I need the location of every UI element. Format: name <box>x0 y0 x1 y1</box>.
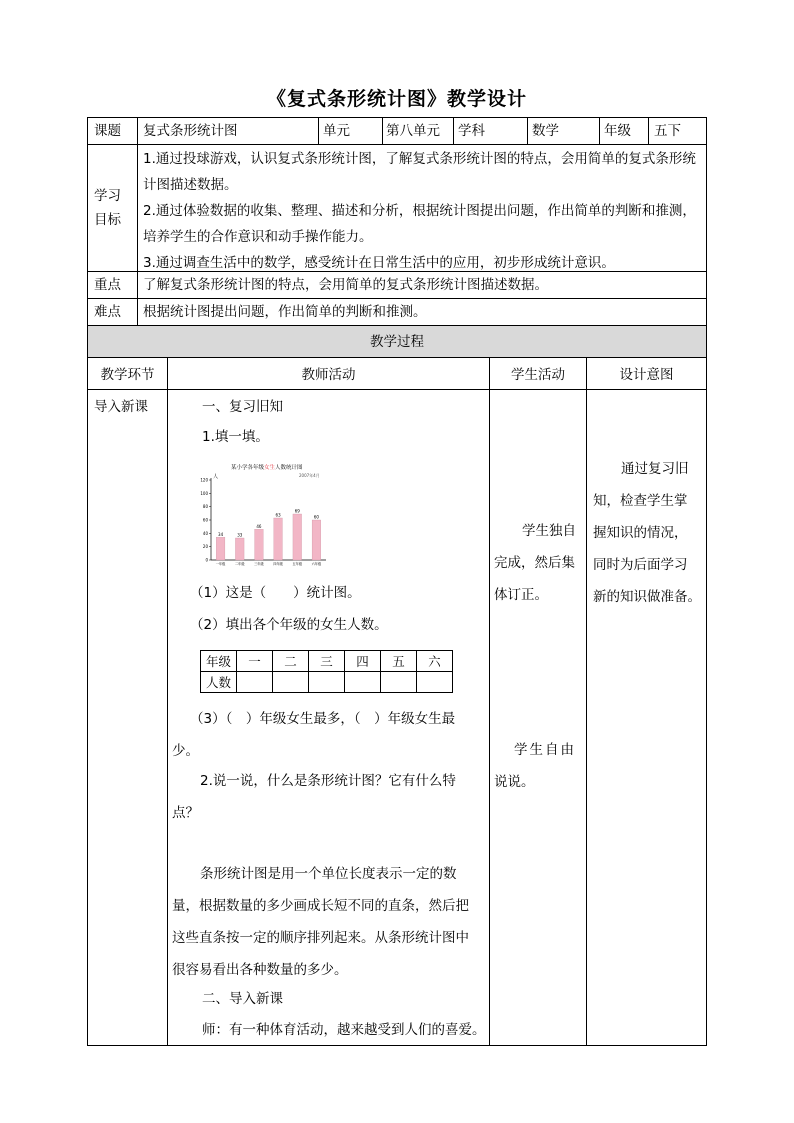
chart-bar <box>274 518 283 560</box>
fill-table-head: 二 <box>273 651 309 672</box>
chart-category-label: 四年级 <box>273 562 283 566</box>
fill-table-blank[interactable] <box>309 672 345 693</box>
student-line: 完成，然后集 <box>494 555 575 571</box>
col-teacher: 教师活动 <box>301 367 356 383</box>
col-stage: 教学环节 <box>100 367 155 383</box>
fill-table-blank[interactable] <box>237 672 273 693</box>
topic-value: 复式条形统计图 <box>143 123 238 139</box>
chart-value-label: 60 <box>313 514 319 520</box>
design-intent <box>593 453 705 613</box>
chart-bar <box>312 520 321 560</box>
unit-label: 单元 <box>323 123 350 139</box>
fill-table-head: 四 <box>345 651 381 672</box>
grade-label: 年级 <box>604 123 631 139</box>
difficulty-label: 难点 <box>94 304 121 320</box>
chart-bar <box>216 537 225 560</box>
student-activity-2 <box>494 734 586 798</box>
topic-label: 课题 <box>94 123 121 139</box>
fill-table-head: 五 <box>381 651 417 672</box>
chart-title-highlight: 女生 <box>264 465 276 471</box>
y-tick-label: 40 <box>202 530 208 536</box>
chart-bar <box>293 514 302 560</box>
goal-item: 3.通过调查生活中的数学，感受统计在日常生活中的应用，初步形成统计意识。 <box>143 255 615 271</box>
chart-value-label: 33 <box>237 532 243 538</box>
answer-line: 量，根据数量的多少画成长短不同的直条，然后把 <box>172 898 469 914</box>
chart-category-label: 二年级 <box>234 562 245 566</box>
fill-table-blank[interactable] <box>381 672 417 693</box>
key-point-label: 重点 <box>94 277 121 293</box>
unit-value: 第八单元 <box>386 123 440 139</box>
subject-value: 数学 <box>532 123 559 139</box>
fill-table-head: 一 <box>237 651 273 672</box>
chart-title <box>231 463 303 471</box>
goals-list <box>143 146 703 276</box>
student-line: 说说。 <box>494 774 535 790</box>
y-tick-label: 80 <box>202 504 208 510</box>
goal-item: 2.通过体验数据的收集、整理、描述和分析，根据统计图提出问题，作出简单的判断和推测，培养学生的合作意识和动手操作能力。 <box>143 203 696 245</box>
fill-table-blank[interactable] <box>345 672 381 693</box>
question-talk <box>172 765 487 829</box>
process-header: 教学过程 <box>370 334 424 350</box>
chart-value-label: 69 <box>294 508 300 514</box>
col-intent: 设计意图 <box>619 367 674 383</box>
answer-text <box>172 858 487 986</box>
goal-item: 1.通过投球游戏，认识复式条形统计图，了解复式条形统计图的特点，会用简单的复式条形统计图描述数据。 <box>143 151 696 193</box>
chart-title-suffix: 人数统计图 <box>275 465 303 471</box>
answer-line: 很容易看出各种数量的多少。 <box>172 962 348 978</box>
chart-category-label: 一年级 <box>215 562 226 566</box>
fill-table <box>200 650 453 693</box>
goals-label: 学习目标 <box>94 188 121 228</box>
key-point-text: 了解复式条形统计图的特点，会用简单的复式条形统计图描述数据。 <box>143 277 548 293</box>
bar-chart <box>196 460 346 570</box>
intro-text: 师：有一种体育活动，越来越受到人们的喜爱。 <box>202 1022 486 1038</box>
intent-line: 知，检查学生掌 <box>593 493 688 509</box>
chart-category-label: 五年级 <box>292 562 303 566</box>
fill-table-row-label: 人数 <box>201 672 237 693</box>
difficulty-text: 根据统计图提出问题，作出简单的判断和推测。 <box>143 304 427 320</box>
intent-line: 握知识的情况， <box>593 525 688 541</box>
sub-q3-line: （3）（ ）年级女生最多，（ ）年级女生最 <box>190 711 456 727</box>
col-student: 学生活动 <box>511 367 565 383</box>
subject-label: 学科 <box>458 123 485 139</box>
student-line: 体订正。 <box>494 587 548 603</box>
chart-value-label: 46 <box>256 523 262 529</box>
student-line: 学生独自 <box>522 523 576 539</box>
intent-line: 通过复习旧 <box>621 461 689 477</box>
answer-line: 这些直条按一定的顺序排列起来。从条形统计图中 <box>172 930 469 946</box>
chart-title-prefix: 某小学各年级 <box>231 465 265 471</box>
y-tick-label: 0 <box>205 557 208 563</box>
heading-review: 一、复习旧知 <box>202 399 283 415</box>
chart-ylabel: 人 <box>213 474 219 480</box>
y-tick-label: 100 <box>200 490 208 496</box>
chart-bar <box>235 538 244 560</box>
stage-name: 导入新课 <box>94 399 148 415</box>
sub-q3 <box>172 703 487 767</box>
sub-q3-line: 少。 <box>172 743 199 759</box>
chart-category-label: 三年级 <box>254 562 264 566</box>
question-fill: 1.填一填。 <box>202 429 269 445</box>
sub-q2: （2）填出各个年级的女生人数。 <box>190 617 388 633</box>
fill-table-head: 六 <box>417 651 453 672</box>
chart-bar <box>255 529 264 560</box>
student-line: 学生自由 <box>514 742 576 758</box>
chart-date: 2007年4月 <box>299 473 320 478</box>
question-talk-line: 2.说一说，什么是条形统计图？它有什么特 <box>200 773 456 789</box>
chart-value-label: 63 <box>275 512 281 518</box>
student-activity-1 <box>494 515 586 611</box>
chart-value-label: 34 <box>218 531 224 537</box>
grade-value: 五下 <box>654 123 681 139</box>
fill-table-head: 年级 <box>201 651 237 672</box>
heading-intro: 二、导入新课 <box>202 991 283 1007</box>
intent-line: 同时为后面学习 <box>593 557 688 573</box>
page-title: 《复式条形统计图》教学设计 <box>266 88 527 110</box>
fill-table-blank[interactable] <box>273 672 309 693</box>
chart-category-label: 六年级 <box>311 562 322 566</box>
intent-line: 新的知识做准备。 <box>593 589 701 605</box>
fill-table-head: 三 <box>309 651 345 672</box>
answer-line: 条形统计图是用一个单位长度表示一定的数 <box>200 866 457 882</box>
y-tick-label: 120 <box>200 477 208 483</box>
fill-table-blank[interactable] <box>417 672 453 693</box>
question-talk-line: 点？ <box>172 805 199 821</box>
y-tick-label: 60 <box>202 517 208 523</box>
y-tick-label: 20 <box>202 544 208 550</box>
sub-q1: （1）这是（ ）统计图。 <box>190 585 361 601</box>
